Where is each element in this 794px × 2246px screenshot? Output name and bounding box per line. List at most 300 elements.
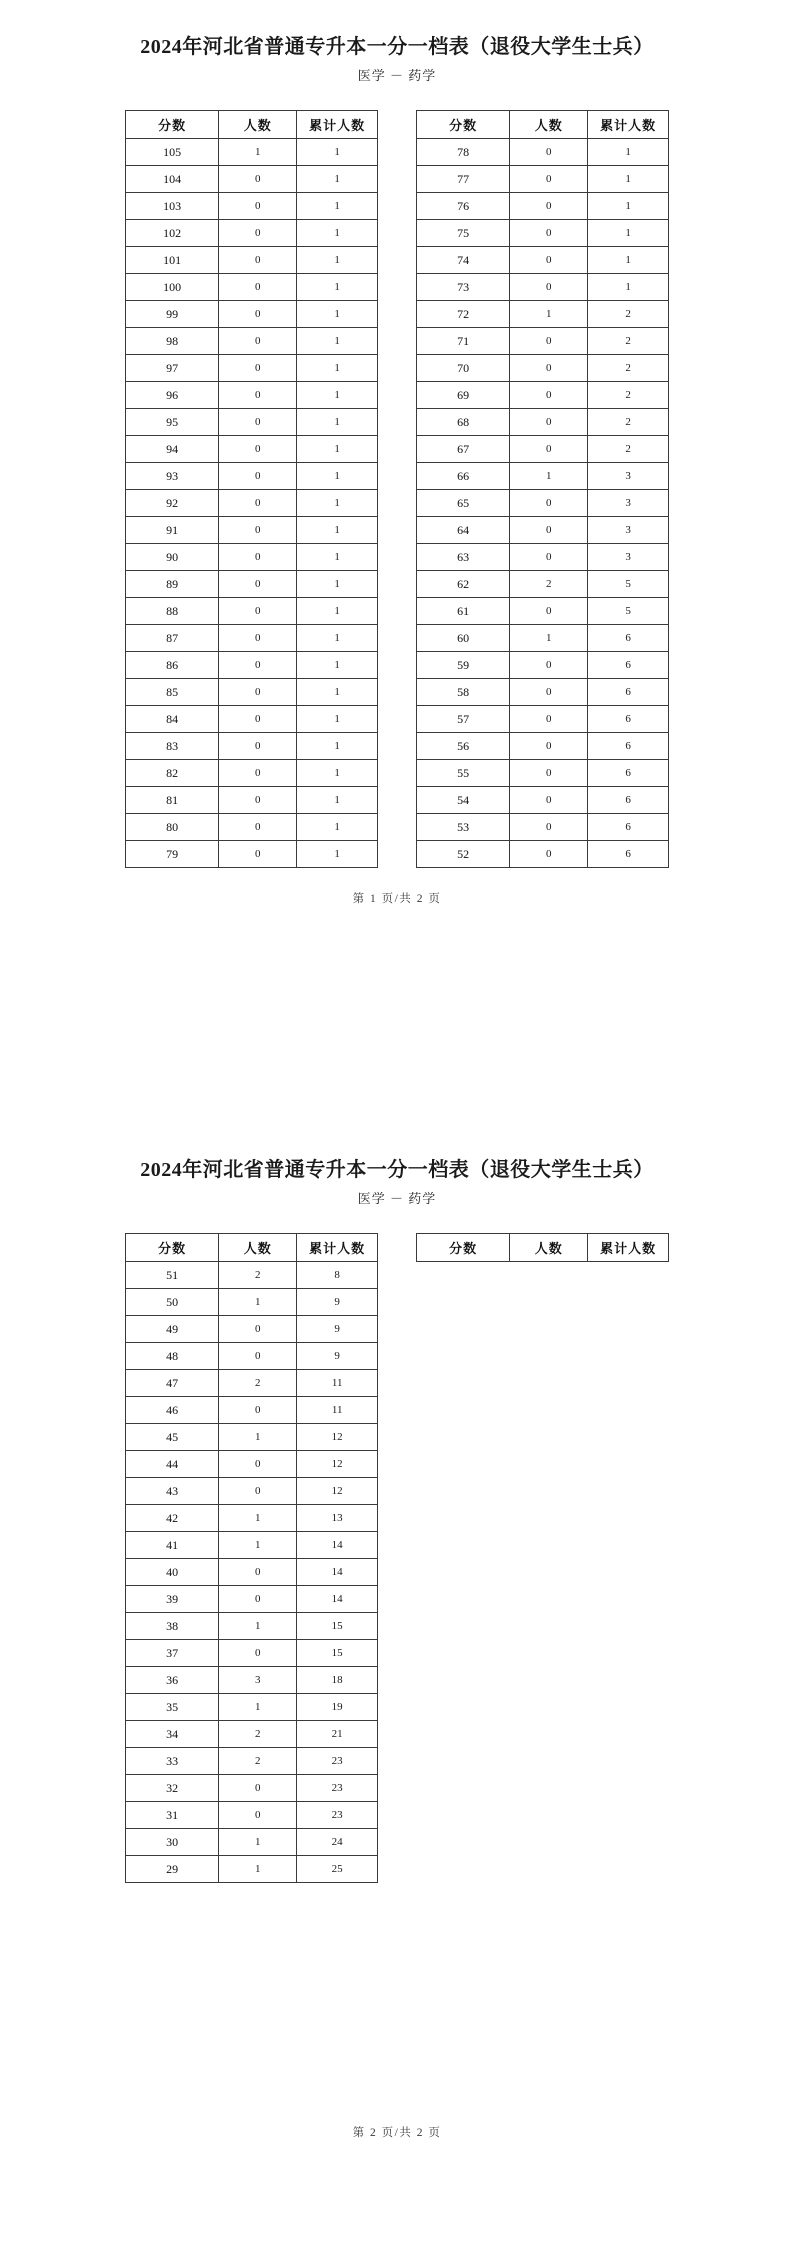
score-table-left-page-2 bbox=[125, 1233, 378, 1883]
cumulative-cell: 1 bbox=[588, 193, 669, 220]
score-cell: 66 bbox=[417, 463, 510, 490]
column-header-count: 人数 bbox=[219, 111, 297, 139]
score-cell: 42 bbox=[126, 1505, 219, 1532]
score-cell: 63 bbox=[417, 544, 510, 571]
cumulative-cell: 1 bbox=[297, 517, 378, 544]
table-row bbox=[417, 355, 669, 382]
cumulative-cell: 13 bbox=[297, 1505, 378, 1532]
score-cell: 43 bbox=[126, 1478, 219, 1505]
table-row bbox=[126, 1640, 378, 1667]
tables-container-page-2 bbox=[0, 1233, 794, 1883]
table-row bbox=[126, 1613, 378, 1640]
score-cell: 96 bbox=[126, 382, 219, 409]
cumulative-cell: 12 bbox=[297, 1451, 378, 1478]
count-cell: 0 bbox=[219, 220, 297, 247]
count-cell: 1 bbox=[219, 1694, 297, 1721]
cumulative-cell: 12 bbox=[297, 1424, 378, 1451]
count-cell: 1 bbox=[219, 1613, 297, 1640]
score-cell: 34 bbox=[126, 1721, 219, 1748]
cumulative-cell: 2 bbox=[588, 301, 669, 328]
score-cell: 81 bbox=[126, 787, 219, 814]
column-header-count: 人数 bbox=[510, 1234, 588, 1262]
score-cell: 50 bbox=[126, 1289, 219, 1316]
cumulative-cell: 6 bbox=[588, 733, 669, 760]
score-cell: 93 bbox=[126, 463, 219, 490]
score-cell: 98 bbox=[126, 328, 219, 355]
score-cell: 88 bbox=[126, 598, 219, 625]
cumulative-cell: 12 bbox=[297, 1478, 378, 1505]
table-row bbox=[417, 517, 669, 544]
score-cell: 35 bbox=[126, 1694, 219, 1721]
cumulative-cell: 1 bbox=[588, 274, 669, 301]
table-row bbox=[417, 760, 669, 787]
score-cell: 100 bbox=[126, 274, 219, 301]
count-cell: 1 bbox=[510, 301, 588, 328]
table-body bbox=[417, 139, 669, 868]
table-row bbox=[417, 814, 669, 841]
count-cell: 0 bbox=[219, 517, 297, 544]
count-cell: 0 bbox=[219, 463, 297, 490]
score-cell: 102 bbox=[126, 220, 219, 247]
page-footer-1: 第 1 页/共 2 页 bbox=[352, 893, 442, 905]
column-header-count: 人数 bbox=[510, 111, 588, 139]
table-row bbox=[126, 679, 378, 706]
table-body bbox=[126, 139, 378, 868]
count-cell: 0 bbox=[219, 166, 297, 193]
score-cell: 80 bbox=[126, 814, 219, 841]
score-cell: 56 bbox=[417, 733, 510, 760]
table-header-row bbox=[126, 1234, 378, 1262]
table-row bbox=[126, 301, 378, 328]
score-cell: 75 bbox=[417, 220, 510, 247]
count-cell: 0 bbox=[219, 436, 297, 463]
table-row bbox=[126, 1478, 378, 1505]
count-cell: 0 bbox=[219, 1640, 297, 1667]
cumulative-cell: 25 bbox=[297, 1856, 378, 1883]
cumulative-cell: 1 bbox=[297, 328, 378, 355]
column-header-score: 分数 bbox=[126, 1234, 219, 1262]
count-cell: 1 bbox=[510, 625, 588, 652]
score-cell: 52 bbox=[417, 841, 510, 868]
cumulative-cell: 6 bbox=[588, 625, 669, 652]
table-row bbox=[126, 274, 378, 301]
cumulative-cell: 1 bbox=[297, 355, 378, 382]
cumulative-cell: 1 bbox=[297, 841, 378, 868]
score-cell: 68 bbox=[417, 409, 510, 436]
cumulative-cell: 21 bbox=[297, 1721, 378, 1748]
count-cell: 0 bbox=[510, 328, 588, 355]
score-cell: 55 bbox=[417, 760, 510, 787]
count-cell: 0 bbox=[510, 517, 588, 544]
cumulative-cell: 6 bbox=[588, 787, 669, 814]
table-row bbox=[126, 463, 378, 490]
count-cell: 0 bbox=[219, 679, 297, 706]
table-row bbox=[417, 382, 669, 409]
cumulative-cell: 3 bbox=[588, 490, 669, 517]
table-row bbox=[417, 679, 669, 706]
score-cell: 29 bbox=[126, 1856, 219, 1883]
table-row bbox=[417, 544, 669, 571]
score-cell: 49 bbox=[126, 1316, 219, 1343]
count-cell: 0 bbox=[219, 814, 297, 841]
table-row bbox=[126, 652, 378, 679]
cumulative-cell: 18 bbox=[297, 1667, 378, 1694]
table-row bbox=[417, 625, 669, 652]
table-row bbox=[126, 1451, 378, 1478]
table-row bbox=[126, 625, 378, 652]
score-cell: 64 bbox=[417, 517, 510, 544]
cumulative-cell: 1 bbox=[297, 679, 378, 706]
table-row bbox=[126, 490, 378, 517]
count-cell: 0 bbox=[510, 166, 588, 193]
cumulative-cell: 2 bbox=[588, 355, 669, 382]
table-row bbox=[126, 1775, 378, 1802]
table-row bbox=[417, 166, 669, 193]
table-row bbox=[417, 490, 669, 517]
cumulative-cell: 1 bbox=[297, 409, 378, 436]
column-header-count: 人数 bbox=[219, 1234, 297, 1262]
table-row bbox=[417, 733, 669, 760]
score-table-right-page-1 bbox=[416, 110, 669, 868]
cumulative-cell: 1 bbox=[297, 274, 378, 301]
cumulative-cell: 3 bbox=[588, 517, 669, 544]
count-cell: 0 bbox=[510, 220, 588, 247]
score-cell: 101 bbox=[126, 247, 219, 274]
count-cell: 0 bbox=[219, 328, 297, 355]
cumulative-cell: 9 bbox=[297, 1316, 378, 1343]
table-row bbox=[126, 409, 378, 436]
cumulative-cell: 1 bbox=[297, 760, 378, 787]
cumulative-cell: 2 bbox=[588, 436, 669, 463]
score-cell: 97 bbox=[126, 355, 219, 382]
count-cell: 0 bbox=[219, 1559, 297, 1586]
score-cell: 70 bbox=[417, 355, 510, 382]
count-cell: 0 bbox=[219, 733, 297, 760]
page-footer-2: 第 2 页/共 2 页 bbox=[352, 2127, 442, 2139]
table-row bbox=[417, 463, 669, 490]
table-row bbox=[126, 1694, 378, 1721]
cumulative-cell: 14 bbox=[297, 1586, 378, 1613]
table-header-row bbox=[417, 111, 669, 139]
cumulative-cell: 1 bbox=[297, 814, 378, 841]
score-cell: 39 bbox=[126, 1586, 219, 1613]
cumulative-cell: 1 bbox=[297, 625, 378, 652]
count-cell: 0 bbox=[510, 787, 588, 814]
column-header-score: 分数 bbox=[126, 111, 219, 139]
tables-container-page-1 bbox=[0, 110, 794, 868]
count-cell: 0 bbox=[219, 841, 297, 868]
cumulative-cell: 9 bbox=[297, 1343, 378, 1370]
count-cell: 0 bbox=[219, 247, 297, 274]
table-row bbox=[126, 220, 378, 247]
cumulative-cell: 8 bbox=[297, 1262, 378, 1289]
count-cell: 0 bbox=[510, 409, 588, 436]
table-row bbox=[126, 1856, 378, 1883]
count-cell: 0 bbox=[510, 193, 588, 220]
table-row bbox=[126, 355, 378, 382]
count-cell: 0 bbox=[510, 841, 588, 868]
score-cell: 94 bbox=[126, 436, 219, 463]
cumulative-cell: 1 bbox=[297, 436, 378, 463]
page-subtitle: 医学 － 药学 bbox=[357, 1191, 437, 1206]
cumulative-cell: 14 bbox=[297, 1532, 378, 1559]
count-cell: 0 bbox=[219, 1397, 297, 1424]
column-header-cumulative: 累计人数 bbox=[297, 111, 378, 139]
column-header-score: 分数 bbox=[417, 111, 510, 139]
cumulative-cell: 1 bbox=[297, 193, 378, 220]
cumulative-cell: 6 bbox=[588, 706, 669, 733]
count-cell: 0 bbox=[219, 193, 297, 220]
cumulative-cell: 6 bbox=[588, 814, 669, 841]
table-row bbox=[417, 247, 669, 274]
score-cell: 84 bbox=[126, 706, 219, 733]
count-cell: 2 bbox=[219, 1721, 297, 1748]
cumulative-cell: 1 bbox=[297, 490, 378, 517]
cumulative-cell: 5 bbox=[588, 571, 669, 598]
count-cell: 0 bbox=[219, 652, 297, 679]
score-cell: 41 bbox=[126, 1532, 219, 1559]
table-row bbox=[126, 328, 378, 355]
score-cell: 32 bbox=[126, 1775, 219, 1802]
table-row bbox=[126, 166, 378, 193]
table-row bbox=[417, 409, 669, 436]
score-cell: 78 bbox=[417, 139, 510, 166]
table-row bbox=[126, 436, 378, 463]
count-cell: 1 bbox=[219, 139, 297, 166]
count-cell: 0 bbox=[510, 544, 588, 571]
cumulative-cell: 1 bbox=[588, 247, 669, 274]
count-cell: 0 bbox=[510, 814, 588, 841]
table-row bbox=[126, 1559, 378, 1586]
cumulative-cell: 6 bbox=[588, 841, 669, 868]
count-cell: 1 bbox=[510, 463, 588, 490]
count-cell: 0 bbox=[219, 598, 297, 625]
score-cell: 83 bbox=[126, 733, 219, 760]
table-row bbox=[417, 220, 669, 247]
score-cell: 54 bbox=[417, 787, 510, 814]
cumulative-cell: 1 bbox=[297, 652, 378, 679]
table-row bbox=[126, 382, 378, 409]
score-cell: 90 bbox=[126, 544, 219, 571]
count-cell: 3 bbox=[219, 1667, 297, 1694]
score-cell: 37 bbox=[126, 1640, 219, 1667]
cumulative-cell: 24 bbox=[297, 1829, 378, 1856]
score-cell: 103 bbox=[126, 193, 219, 220]
table-row bbox=[126, 1532, 378, 1559]
score-cell: 47 bbox=[126, 1370, 219, 1397]
table-header-row bbox=[417, 1234, 669, 1262]
cumulative-cell: 19 bbox=[297, 1694, 378, 1721]
cumulative-cell: 1 bbox=[297, 706, 378, 733]
score-cell: 44 bbox=[126, 1451, 219, 1478]
count-cell: 0 bbox=[510, 706, 588, 733]
count-cell: 0 bbox=[219, 382, 297, 409]
cumulative-cell: 2 bbox=[588, 328, 669, 355]
count-cell: 0 bbox=[219, 760, 297, 787]
cumulative-cell: 1 bbox=[297, 733, 378, 760]
count-cell: 0 bbox=[219, 706, 297, 733]
table-row bbox=[417, 598, 669, 625]
cumulative-cell: 2 bbox=[588, 382, 669, 409]
count-cell: 0 bbox=[219, 1478, 297, 1505]
count-cell: 1 bbox=[219, 1289, 297, 1316]
cumulative-cell: 3 bbox=[588, 544, 669, 571]
count-cell: 0 bbox=[510, 436, 588, 463]
score-cell: 105 bbox=[126, 139, 219, 166]
count-cell: 1 bbox=[219, 1829, 297, 1856]
count-cell: 2 bbox=[510, 571, 588, 598]
score-cell: 91 bbox=[126, 517, 219, 544]
score-cell: 79 bbox=[126, 841, 219, 868]
table-row bbox=[126, 247, 378, 274]
table-row bbox=[126, 1802, 378, 1829]
count-cell: 0 bbox=[219, 1451, 297, 1478]
cumulative-cell: 6 bbox=[588, 652, 669, 679]
column-header-cumulative: 累计人数 bbox=[588, 1234, 669, 1262]
table-row bbox=[417, 787, 669, 814]
score-cell: 57 bbox=[417, 706, 510, 733]
count-cell: 0 bbox=[510, 139, 588, 166]
cumulative-cell: 23 bbox=[297, 1748, 378, 1775]
cumulative-cell: 1 bbox=[297, 166, 378, 193]
count-cell: 0 bbox=[219, 409, 297, 436]
cumulative-cell: 1 bbox=[297, 598, 378, 625]
score-cell: 104 bbox=[126, 166, 219, 193]
count-cell: 0 bbox=[510, 274, 588, 301]
score-cell: 36 bbox=[126, 1667, 219, 1694]
score-cell: 31 bbox=[126, 1802, 219, 1829]
cumulative-cell: 1 bbox=[297, 139, 378, 166]
cumulative-cell: 3 bbox=[588, 463, 669, 490]
table-row bbox=[126, 1829, 378, 1856]
count-cell: 0 bbox=[219, 355, 297, 382]
cumulative-cell: 1 bbox=[297, 382, 378, 409]
count-cell: 0 bbox=[510, 679, 588, 706]
table-row bbox=[126, 1289, 378, 1316]
score-cell: 67 bbox=[417, 436, 510, 463]
count-cell: 1 bbox=[219, 1856, 297, 1883]
table-body bbox=[126, 1262, 378, 1883]
cumulative-cell: 23 bbox=[297, 1775, 378, 1802]
score-cell: 59 bbox=[417, 652, 510, 679]
cumulative-cell: 1 bbox=[297, 571, 378, 598]
table-row bbox=[417, 706, 669, 733]
cumulative-cell: 1 bbox=[297, 301, 378, 328]
table-row bbox=[126, 1721, 378, 1748]
cumulative-cell: 1 bbox=[297, 220, 378, 247]
score-cell: 61 bbox=[417, 598, 510, 625]
column-header-cumulative: 累计人数 bbox=[588, 111, 669, 139]
count-cell: 0 bbox=[219, 787, 297, 814]
score-cell: 73 bbox=[417, 274, 510, 301]
count-cell: 0 bbox=[219, 301, 297, 328]
score-cell: 82 bbox=[126, 760, 219, 787]
table-row bbox=[126, 733, 378, 760]
cumulative-cell: 1 bbox=[297, 247, 378, 274]
table-row bbox=[126, 1667, 378, 1694]
table-row bbox=[126, 544, 378, 571]
score-cell: 85 bbox=[126, 679, 219, 706]
cumulative-cell: 11 bbox=[297, 1370, 378, 1397]
cumulative-cell: 14 bbox=[297, 1559, 378, 1586]
count-cell: 0 bbox=[219, 1802, 297, 1829]
score-cell: 72 bbox=[417, 301, 510, 328]
table-row bbox=[417, 571, 669, 598]
score-cell: 99 bbox=[126, 301, 219, 328]
document-page-2 bbox=[0, 1123, 794, 2246]
score-cell: 40 bbox=[126, 1559, 219, 1586]
cumulative-cell: 1 bbox=[588, 166, 669, 193]
table-row bbox=[126, 193, 378, 220]
table-row bbox=[126, 1262, 378, 1289]
table-row bbox=[417, 436, 669, 463]
count-cell: 0 bbox=[219, 1343, 297, 1370]
score-cell: 33 bbox=[126, 1748, 219, 1775]
table-row bbox=[417, 193, 669, 220]
cumulative-cell: 1 bbox=[297, 787, 378, 814]
cumulative-cell: 1 bbox=[297, 544, 378, 571]
score-cell: 89 bbox=[126, 571, 219, 598]
count-cell: 0 bbox=[510, 247, 588, 274]
cumulative-cell: 2 bbox=[588, 409, 669, 436]
count-cell: 0 bbox=[510, 733, 588, 760]
count-cell: 2 bbox=[219, 1262, 297, 1289]
page-subtitle: 医学 － 药学 bbox=[357, 68, 437, 83]
count-cell: 1 bbox=[219, 1424, 297, 1451]
score-cell: 76 bbox=[417, 193, 510, 220]
score-cell: 87 bbox=[126, 625, 219, 652]
table-row bbox=[126, 1424, 378, 1451]
score-table-left-page-1 bbox=[125, 110, 378, 868]
page-title: 2024年河北省普通专升本一分一档表（退役大学生士兵） bbox=[140, 36, 654, 58]
table-row bbox=[126, 1397, 378, 1424]
page-title: 2024年河北省普通专升本一分一档表（退役大学生士兵） bbox=[140, 1159, 654, 1181]
table-row bbox=[126, 814, 378, 841]
column-header-cumulative: 累计人数 bbox=[297, 1234, 378, 1262]
count-cell: 0 bbox=[510, 760, 588, 787]
table-row bbox=[126, 1370, 378, 1397]
cumulative-cell: 5 bbox=[588, 598, 669, 625]
table-row bbox=[417, 652, 669, 679]
score-cell: 51 bbox=[126, 1262, 219, 1289]
cumulative-cell: 1 bbox=[297, 463, 378, 490]
table-row bbox=[126, 139, 378, 166]
table-row bbox=[417, 139, 669, 166]
table-row bbox=[126, 517, 378, 544]
count-cell: 0 bbox=[219, 1586, 297, 1613]
cumulative-cell: 1 bbox=[588, 220, 669, 247]
score-cell: 58 bbox=[417, 679, 510, 706]
table-row bbox=[126, 1505, 378, 1532]
table-row bbox=[126, 598, 378, 625]
count-cell: 0 bbox=[219, 625, 297, 652]
cumulative-cell: 15 bbox=[297, 1613, 378, 1640]
score-cell: 62 bbox=[417, 571, 510, 598]
score-cell: 30 bbox=[126, 1829, 219, 1856]
table-row bbox=[126, 1316, 378, 1343]
score-cell: 45 bbox=[126, 1424, 219, 1451]
score-cell: 71 bbox=[417, 328, 510, 355]
cumulative-cell: 23 bbox=[297, 1802, 378, 1829]
score-cell: 60 bbox=[417, 625, 510, 652]
count-cell: 0 bbox=[219, 571, 297, 598]
count-cell: 0 bbox=[219, 274, 297, 301]
table-row bbox=[126, 787, 378, 814]
score-cell: 74 bbox=[417, 247, 510, 274]
count-cell: 0 bbox=[510, 355, 588, 382]
table-row bbox=[126, 760, 378, 787]
score-cell: 46 bbox=[126, 1397, 219, 1424]
